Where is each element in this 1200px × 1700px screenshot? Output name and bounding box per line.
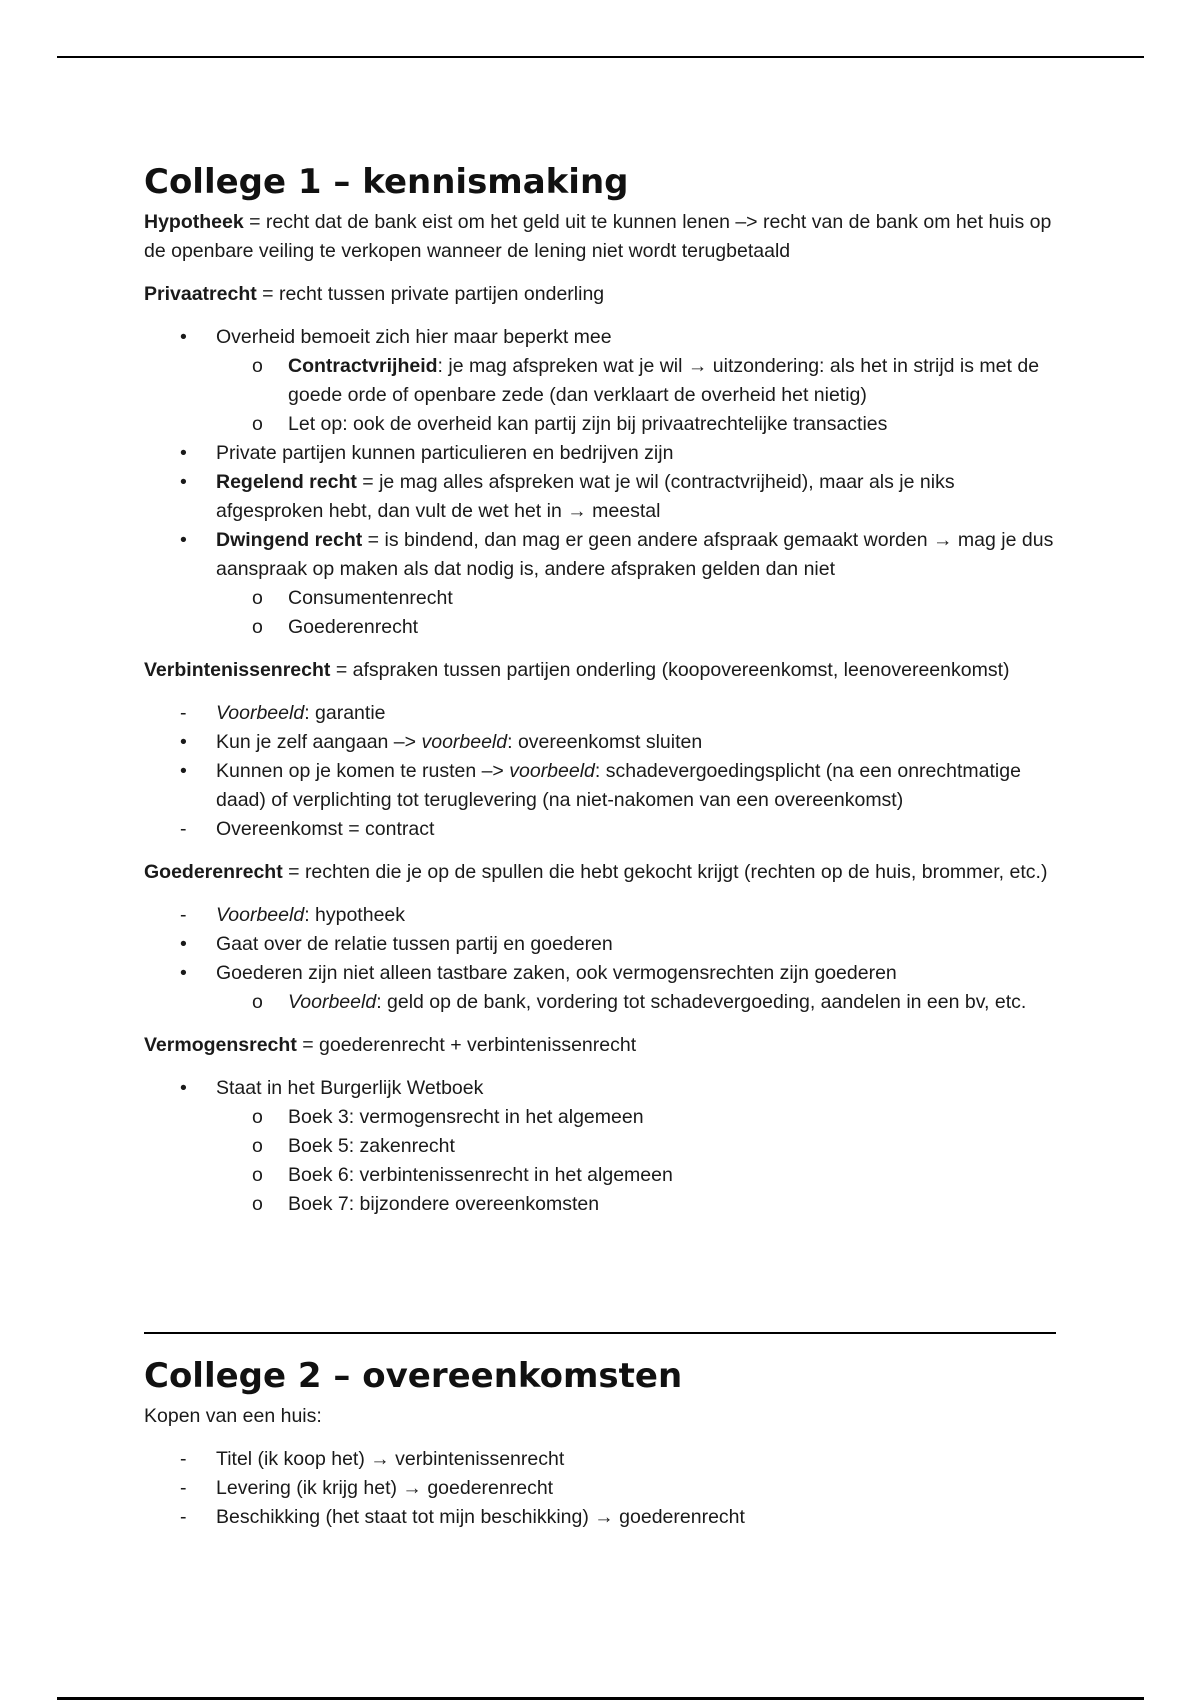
- definition-term: Goederenrecht: [144, 861, 283, 883]
- list-item: o Voorbeeld: geld op de bank, vordering tot schadevergoeding, aandelen in een bv, etc.: [144, 988, 1064, 1017]
- bullet-icon: [180, 1074, 187, 1103]
- dash-bullet-icon: [180, 815, 187, 844]
- circle-bullet-icon: [252, 410, 263, 439]
- list-item: • Kunnen op je komen te rusten –> voorbeeld: schadevergoedingsplicht (na een onrechtmatige daad) of verplichting tot teruglevering (na niet-nakomen van een overeenkomst): [144, 757, 1064, 815]
- list-item: o Boek 7: bijzondere overeenkomsten: [144, 1190, 1064, 1219]
- list-item: - Titel (ik koop het) → verbintenissenrecht: [144, 1445, 1064, 1474]
- list-item: o Boek 6: verbintenissenrecht in het algemeen: [144, 1161, 1064, 1190]
- circle-bullet-icon: [252, 988, 263, 1017]
- circle-bullet-icon: [252, 352, 263, 381]
- list-item: o Goederenrecht: [144, 613, 1064, 642]
- list-item: o Let op: ook de overheid kan partij zijn bij privaatrechtelijke transacties: [144, 410, 1064, 439]
- list-item: • Staat in het Burgerlijk Wetboek: [144, 1074, 1064, 1103]
- definition-text: = recht dat de bank eist om het geld uit te kunnen lenen –> recht van de bank om het huis op de openbare veiling te verkopen wanneer de lening niet wordt terugbetaald: [144, 211, 1052, 262]
- list-item: - Voorbeeld: hypotheek: [144, 901, 1064, 930]
- privaatrecht-list: [144, 323, 1064, 642]
- section-divider: [144, 1332, 1056, 1334]
- dash-bullet-icon: [180, 1474, 187, 1503]
- circle-bullet-icon: [252, 613, 263, 642]
- definition-term: Vermogensrecht: [144, 1034, 297, 1056]
- dash-bullet-icon: [180, 1445, 187, 1474]
- vermogensrecht-definition: [144, 1031, 1064, 1060]
- circle-bullet-icon: [252, 1132, 263, 1161]
- definition-term: Verbintenissenrecht: [144, 659, 331, 681]
- list-item: o Boek 5: zakenrecht: [144, 1132, 1064, 1161]
- section-title: College 2 – overeenkomsten: [144, 1356, 683, 1396]
- definition-text: = afspraken tussen partijen onderling (koopovereenkomst, leenovereenkomst): [330, 659, 1010, 681]
- definition-text: = goederenrecht + verbintenissenrecht: [296, 1034, 637, 1056]
- list-item: • Private partijen kunnen particulieren en bedrijven zijn: [144, 439, 1064, 468]
- verbintenissenrecht-list: [144, 699, 1064, 844]
- college-2-list: [144, 1445, 1064, 1532]
- list-item: • Overheid bemoeit zich hier maar beperkt mee: [144, 323, 1064, 352]
- definition-term: Privaatrecht: [144, 283, 257, 305]
- bullet-icon: [180, 526, 187, 555]
- list-item: • Regelend recht = je mag alles afspreken wat je wil (contractvrijheid), maar als je niks afgesproken hebt, dan vult de wet het in → meestal: [144, 468, 1064, 526]
- bullet-icon: [180, 323, 187, 352]
- goederenrecht-definition: [144, 858, 1064, 887]
- bullet-icon: [180, 728, 187, 757]
- circle-bullet-icon: [252, 584, 263, 613]
- circle-bullet-icon: [252, 1103, 263, 1132]
- definition-text: = recht tussen private partijen onderling: [256, 283, 605, 305]
- list-item: - Overeenkomst = contract: [144, 815, 1064, 844]
- page-title: College 1 – kennismaking: [144, 162, 629, 202]
- college-2-section: [144, 1354, 1064, 1546]
- bullet-icon: [180, 959, 187, 988]
- bullet-icon: [180, 468, 187, 497]
- list-item: - Voorbeeld: garantie: [144, 699, 1064, 728]
- list-item: o Boek 3: vermogensrecht in het algemeen: [144, 1103, 1064, 1132]
- definition-text: = rechten die je op de spullen die hebt gekocht krijgt (rechten op de huis, brommer, etc.): [282, 861, 1048, 883]
- definition-term: Hypotheek: [144, 211, 244, 233]
- bullet-icon: [180, 757, 187, 786]
- vermogensrecht-list: [144, 1074, 1064, 1219]
- hypotheek-definition: [144, 208, 1064, 266]
- bullet-icon: [180, 439, 187, 468]
- list-item: o Consumentenrecht: [144, 584, 1064, 613]
- dash-bullet-icon: [180, 901, 187, 930]
- list-item: • Goederen zijn niet alleen tastbare zaken, ook vermogensrechten zijn goederen: [144, 959, 1064, 988]
- list-item: - Beschikking (het staat tot mijn beschikking) → goederenrecht: [144, 1503, 1064, 1532]
- dash-bullet-icon: [180, 1503, 187, 1532]
- circle-bullet-icon: [252, 1161, 263, 1190]
- list-item: • Gaat over de relatie tussen partij en goederen: [144, 930, 1064, 959]
- circle-bullet-icon: [252, 1190, 263, 1219]
- list-item: • Dwingend recht = is bindend, dan mag er geen andere afspraak gemaakt worden → mag je dus aanspraak op maken als dat nodig is, andere afspraken gelden dan niet: [144, 526, 1064, 584]
- college-1-section: [144, 160, 1064, 1233]
- privaatrecht-definition: [144, 280, 1064, 309]
- goederenrecht-list: [144, 901, 1064, 1017]
- verbintenissenrecht-definition: [144, 656, 1064, 685]
- list-item: - Levering (ik krijg het) → goederenrecht: [144, 1474, 1064, 1503]
- list-item: • Kun je zelf aangaan –> voorbeeld: overeenkomst sluiten: [144, 728, 1064, 757]
- page-header-rule: [57, 56, 1144, 58]
- college-2-intro: Kopen van een huis:: [144, 1405, 322, 1427]
- bullet-icon: [180, 930, 187, 959]
- dash-bullet-icon: [180, 699, 187, 728]
- list-item: o Contractvrijheid: je mag afspreken wat je wil → uitzondering: als het in strijd is met de goede orde of openbare zede (dan verklaart de overheid het nietig): [144, 352, 1064, 410]
